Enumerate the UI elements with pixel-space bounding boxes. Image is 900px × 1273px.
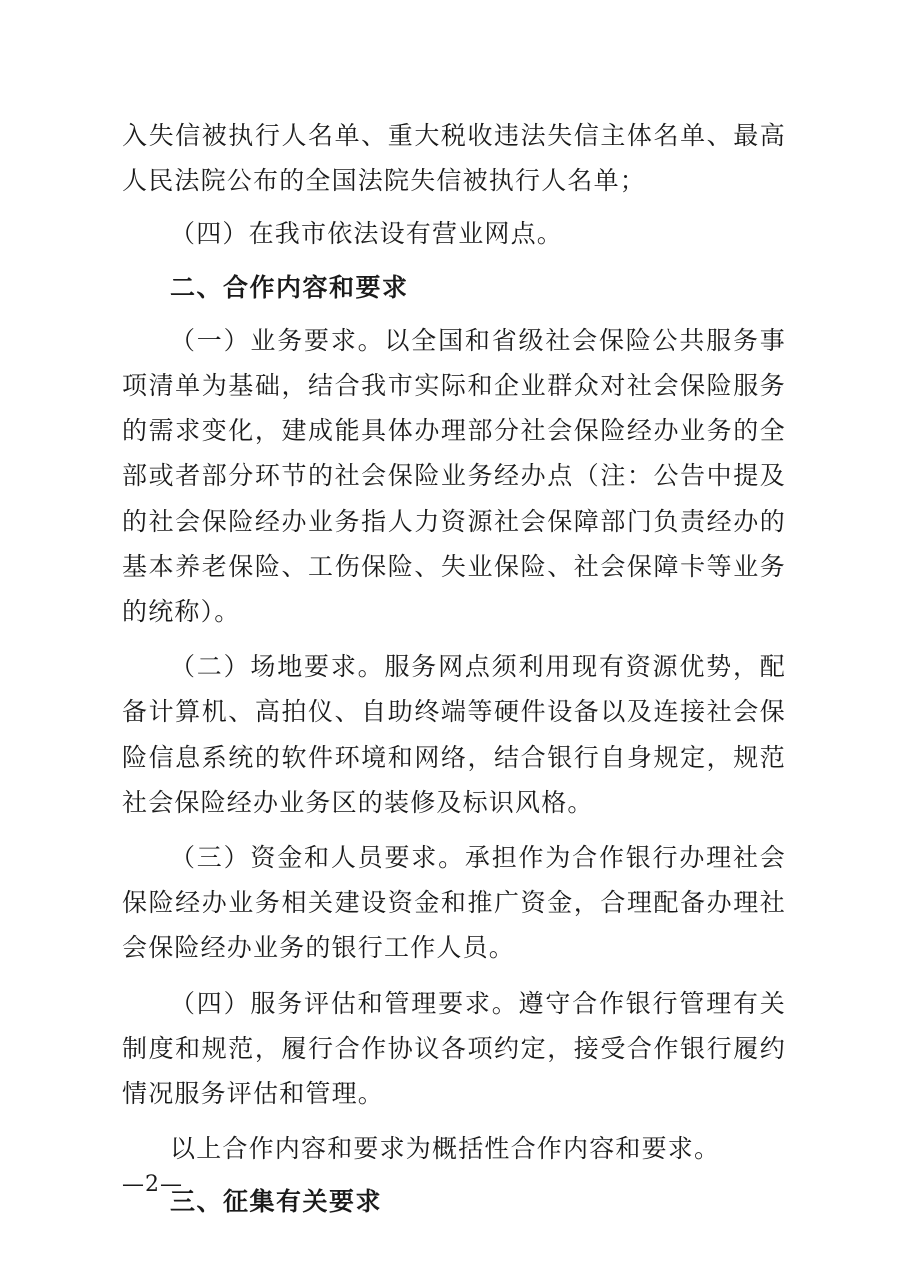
paragraph-continuation: 入失信被执行人名单、重大税收违法失信主体名单、最高人民法院公布的全国法院失信被执行人名单； [122, 121, 786, 196]
page-number: —2— [122, 1172, 183, 1197]
section-heading-2: 二、合作内容和要求 [170, 272, 409, 302]
paragraph-service-evaluation: （四）服务评估和管理要求。遵守合作银行管理有关制度和规范，履行合作协议各项约定，接受合作银行履约情况服务评估和管理。 [122, 988, 786, 1109]
paragraph-summary: 以上合作内容和要求为概括性合作内容和要求。 [170, 1134, 721, 1164]
paragraph-venue-requirements: （二）场地要求。服务网点须利用现有资源优势，配备计算机、高拍仪、自助终端等硬件设备以及连接社会保险信息系统的软件环境和网络，结合银行自身规定，规范社会保险经办业务区的装修及标识风格。 [122, 652, 786, 817]
paragraph-item-4: （四）在我市依法设有营业网点。 [170, 219, 564, 249]
section-heading-3: 三、征集有关要求 [170, 1187, 383, 1217]
paragraph-business-requirements: （一）业务要求。以全国和省级社会保险公共服务事项清单为基础，结合我市实际和企业群众对社会保险服务的需求变化，建成能具体办理部分社会保险经办业务的全部或者部分环节的社会保险业务经办点（注：公告中提及的社会保险经办业务指人力资源社会保障部门负责经办的基本养老保险、工伤保险、失业保险、社会保障卡等业务的统称）。 [122, 325, 786, 627]
paragraph-funding-staff-requirements: （三）资金和人员要求。承担作为合作银行办理社会保险经办业务相关建设资金和推广资金，合理配备办理社会保险经办业务的银行工作人员。 [122, 843, 786, 963]
body-text [122, 113, 786, 1225]
